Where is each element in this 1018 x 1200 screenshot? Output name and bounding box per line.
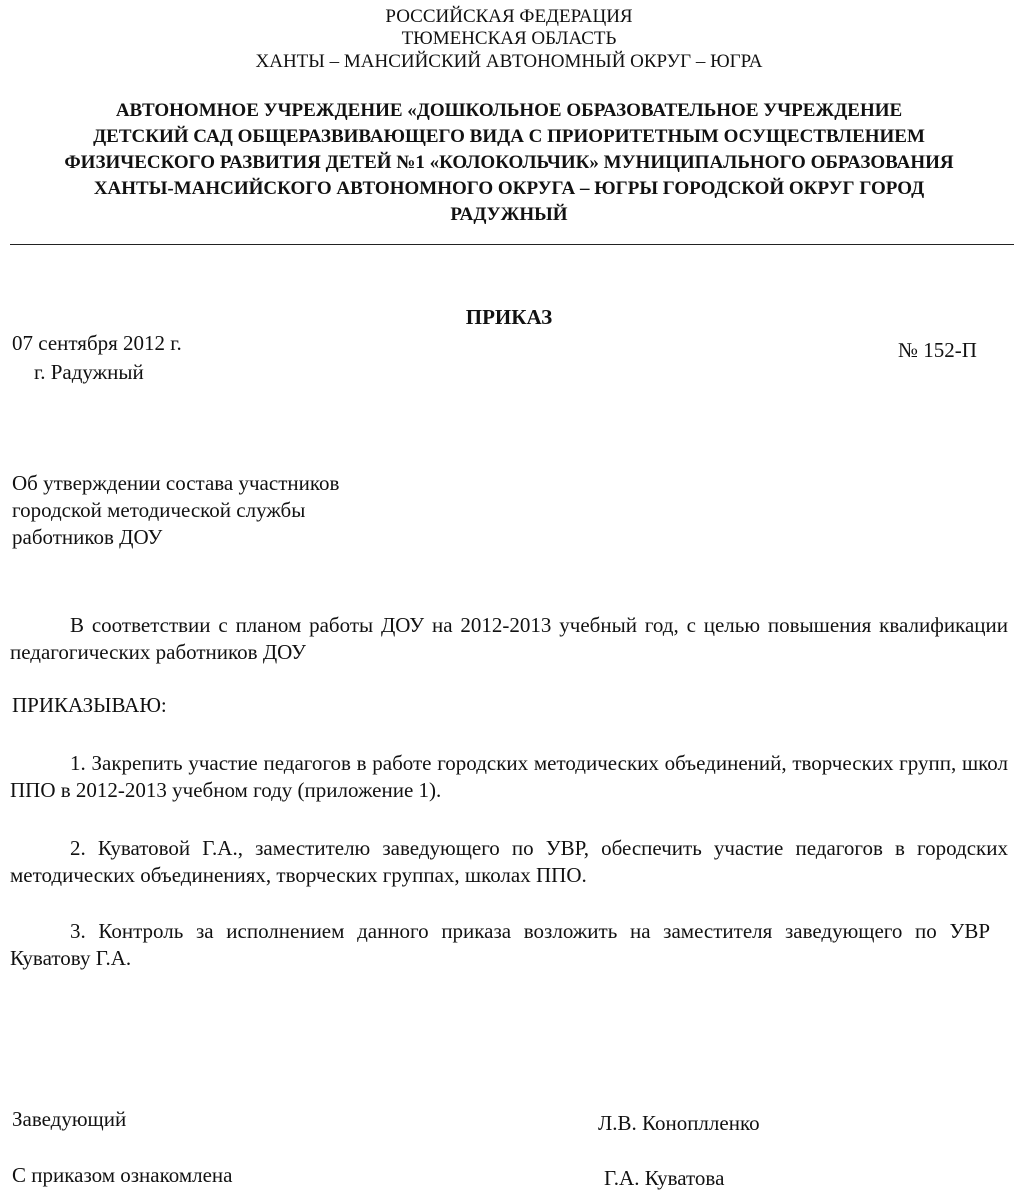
order-item-2: 2. Куватовой Г.А., заместителю заведующего по УВР, обеспечить участие педагогов в городских методических объединениях, творческих группах, школах ППО. xyxy=(10,836,1008,887)
acknowledgement-name: Г.А. Куватова xyxy=(604,1166,725,1190)
organization-line: ДЕТСКИЙ САД ОБЩЕРАЗВИВАЮЩЕГО ВИДА С ПРИОРИТЕТНЫМ ОСУЩЕСТВЛЕНИЕМ xyxy=(93,126,925,147)
order-item-3: 3. Контроль за исполнением данного приказа возложить на заместителя заведующего по УВР Куватову Г.А. xyxy=(10,919,990,970)
organization-name xyxy=(0,98,1018,228)
organization-line: ХАНТЫ-МАНСИЙСКОГО АВТОНОМНОГО ОКРУГА – ЮГРЫ ГОРОДСКОЙ ОКРУГ ГОРОД xyxy=(93,178,925,199)
preamble-paragraph: В соответствии с планом работы ДОУ на 2012-2013 учебный год, с целью повышения квалификации педагогических работников ДОУ xyxy=(10,613,1008,664)
organization-line: ФИЗИЧЕСКОГО РАЗВИТИЯ ДЕТЕЙ №1 «КОЛОКОЛЬЧИК» МУНИЦИПАЛЬНОГО ОБРАЗОВАНИЯ xyxy=(64,152,954,173)
directive-heading: ПРИКАЗЫВАЮ: xyxy=(12,693,167,717)
order-title: ПРИКАЗ xyxy=(465,305,553,329)
head-name: Л.В. Коноплленко xyxy=(598,1111,760,1135)
header-region: ТЮМЕНСКАЯ ОБЛАСТЬ xyxy=(401,28,617,49)
order-number: № 152-П xyxy=(898,338,977,362)
subject-line: Об утверждении состава участников xyxy=(12,471,340,495)
organization-line: АВТОНОМНОЕ УЧРЕЖДЕНИЕ «ДОШКОЛЬНОЕ ОБРАЗОВАТЕЛЬНОЕ УЧРЕЖДЕНИЕ xyxy=(115,100,903,121)
order-date: 07 сентября 2012 г. xyxy=(12,331,182,355)
subject-line: работников ДОУ xyxy=(12,525,163,549)
header-district: ХАНТЫ – МАНСИЙСКИЙ АВТОНОМНЫЙ ОКРУГ – ЮГРА xyxy=(255,51,763,72)
acknowledgement-label: С приказом ознакомлена xyxy=(12,1163,233,1187)
head-title: Заведующий xyxy=(12,1107,127,1131)
header-country: РОССИЙСКАЯ ФЕДЕРАЦИЯ xyxy=(385,6,633,27)
order-city: г. Радужный xyxy=(34,360,144,384)
header-divider xyxy=(10,244,1014,245)
organization-line: РАДУЖНЫЙ xyxy=(450,204,568,225)
order-subject xyxy=(12,470,339,551)
subject-line: городской методической службы xyxy=(12,498,306,522)
order-item-1: 1. Закрепить участие педагогов в работе городских методических объединений, творческих групп, школ ППО в 2012-2013 учебном году (приложение 1). xyxy=(10,751,1008,802)
